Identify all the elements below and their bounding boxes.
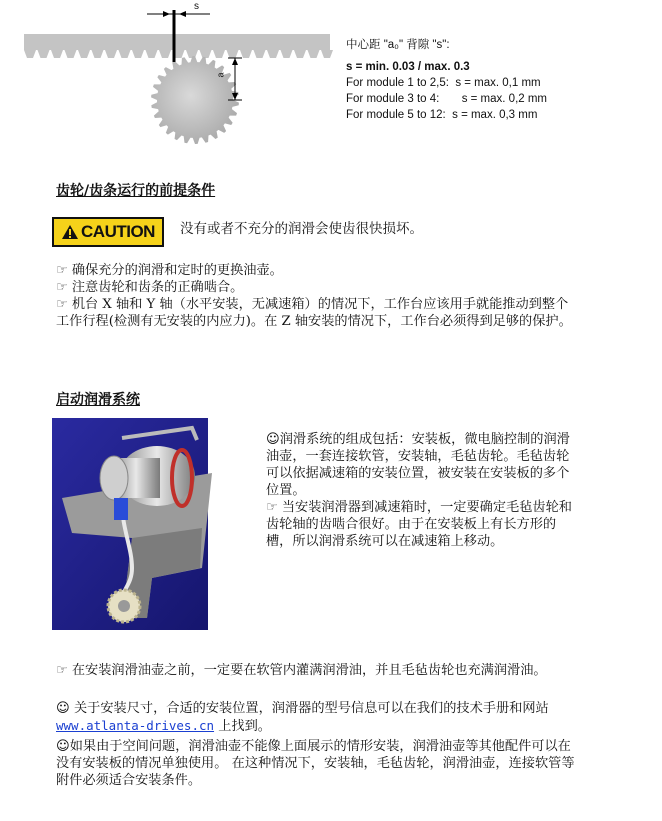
spec-row-1: [346, 75, 541, 91]
spec-row-value: s = max. 0,2 mm: [461, 93, 548, 105]
caution-badge-label: CAUTION: [81, 222, 155, 241]
spec-row-label: For module 1 to 2,5:: [346, 77, 449, 89]
gear-rack-diagram: [20, 0, 340, 150]
s-dimension-label: s: [194, 1, 199, 12]
smiley-icon: ☺: [266, 432, 280, 447]
spec-row-value: s = max. 0,1 mm: [455, 77, 541, 89]
backlash-spec-range: s = min. 0.03 / max. 0.3: [346, 61, 470, 73]
spec-row-label: For module 3 to 4:: [346, 93, 440, 105]
lubrication-system-image: [52, 418, 230, 630]
warning-triangle-icon: [61, 224, 79, 240]
caution-text: 没有或者不充分的润滑会使齿很快损坏。: [180, 221, 423, 237]
caution-badge: [52, 217, 164, 247]
spec-row-3: [346, 107, 537, 123]
hand-pointer-icon: ☞: [56, 280, 68, 295]
lubrication-description: ☺润滑系统的组成包括：安装板，微电脑控制的润滑油壶，一套连接软管，安装轴，毛毡齿轮。毛毡齿轮可以依据减速箱的安装位置，被安装在安装板的多个位置。: [266, 432, 570, 498]
smiley-icon: ☺: [56, 739, 70, 754]
dimensions-note: ☺ 关于安装尺寸，合适的安装位置，润滑器的型号信息可以在我们的技术手册和网站www.atlanta-drives.cn 上找到。: [56, 701, 549, 734]
bullet-item: ☞ 确保充分的润滑和定时的更换油壶。: [56, 263, 283, 278]
bullet-item: ☞ 机台 X 轴和 Y 轴（水平安装，无减速箱）的情况下，工作台应该用手就能推动到整个工作行程(检测有无安装的内应力)。在 Z 轴安装的情况下，工作台必须得到足够的保护。: [56, 297, 572, 329]
hand-pointer-icon: ☞: [266, 500, 278, 515]
a-dimension-label: a: [215, 72, 226, 78]
spec-row-label: For module 5 to 12:: [346, 109, 446, 121]
section-heading-preconditions: 齿轮/齿条运行的前提条件: [56, 183, 216, 199]
hand-pointer-icon: ☞: [56, 263, 68, 278]
lubrication-mounting-note: ☞ 当安装润滑器到减速箱时，一定要确定毛毡齿轮和齿轮轴的齿啮合很好。由于在安装板上有长方形的槽，所以润滑系统可以在减速箱上移动。: [266, 500, 572, 549]
spec-row-2: [346, 91, 547, 107]
hand-pointer-icon: ☞: [56, 663, 68, 678]
smiley-icon: ☺: [56, 701, 70, 716]
space-constraint-note: ☺如果由于空间问题，润滑油壶不能像上面展示的情形安装，润滑油壶等其他配件可以在没有安装板的情况单独使用。 在这种情况下，安装轴，毛毡齿轮，润滑油壶，连接软管等附件必须适合安装条件。: [56, 739, 575, 788]
backlash-spec-title: 中心距 "a₀" 背隙 "s":: [346, 39, 450, 51]
hand-pointer-icon: ☞: [56, 297, 68, 312]
spec-row-value: s = max. 0,3 mm: [452, 109, 538, 121]
section-heading-lubrication: 启动润滑系统: [56, 392, 140, 408]
fill-hose-note: ☞ 在安装润滑油壶之前，一定要在软管内灌满润滑油，并且毛毡齿轮也充满润滑油。: [56, 663, 547, 678]
bullet-item: ☞ 注意齿轮和齿条的正确啮合。: [56, 280, 244, 295]
website-link[interactable]: www.atlanta-drives.cn: [56, 718, 215, 733]
